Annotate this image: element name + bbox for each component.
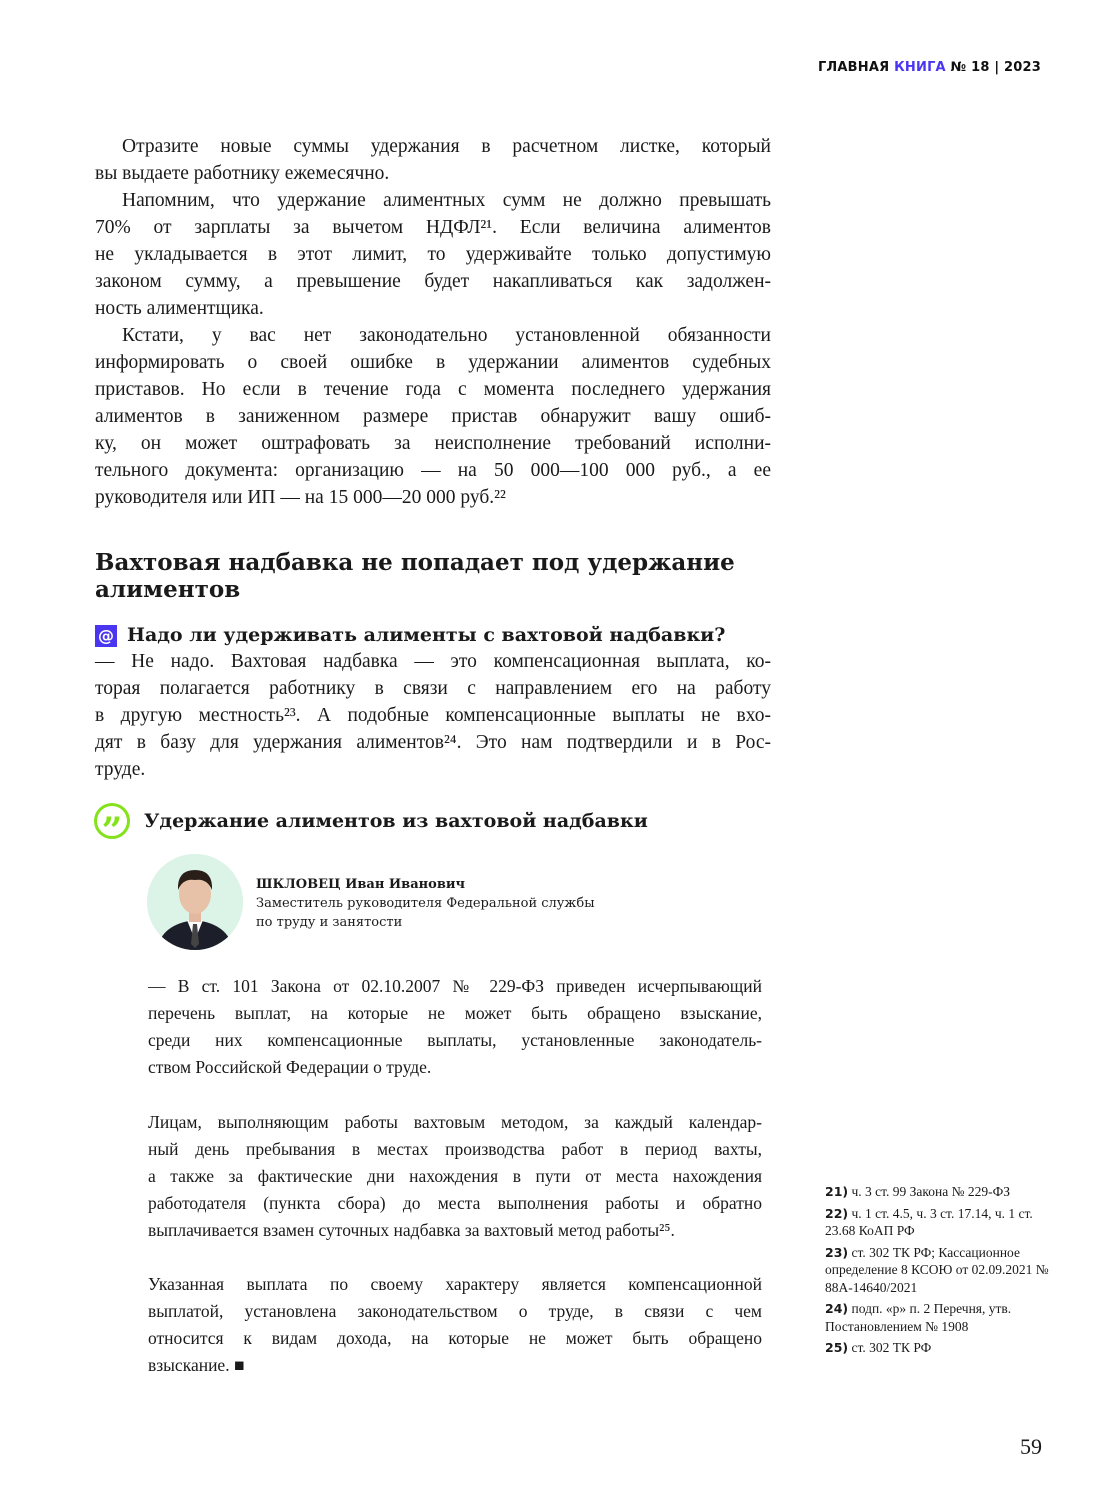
question [95,622,725,649]
footnote-number: 22) [825,1205,849,1221]
text-line: приставов. Но если в течение года с момента последнего удержания [95,379,771,400]
text-line: Кстати, у вас нет законодательно установленной обязанности [122,325,771,346]
text-line: алиментов в заниженном размере пристав обнаружит вашу ошиб- [95,406,771,427]
footnote [825,1300,1050,1335]
text-line: в другую местность²³. А подобные компенсационные выплаты не вхо- [95,705,771,726]
text-line: работодателя (пункта сбора) до места выполнения работы и обратно [148,1193,762,1213]
quote-header [94,803,648,852]
masthead [818,60,1041,75]
footnote-text: ст. 302 ТК РФ [851,1340,932,1355]
text-line: среди них компенсационные выплаты, установленные законодатель- [148,1030,762,1050]
brand-name-accent: КНИГА [894,60,946,75]
text-line: ный день пребывания в местах производства работ в период вахты, [148,1139,762,1159]
section-heading: Вахтовая надбавка не попадает под удержание алиментов [95,549,735,603]
text-line: не укладывается в этот лимит, то удерживайте только допустимую [95,244,771,265]
footnote-text: ст. 302 ТК РФ; Кассационное определение 8 КСОЮ от 02.09.2021 № 88А-14640/2021 [825,1244,1049,1295]
text-line: ность алиментщика. [95,298,264,319]
footnote-number: 24) [825,1301,849,1316]
footnote-number: 23) [825,1244,849,1260]
text-line: Лицам, выполняющим работы вахтовым методом, за каждый календар- [148,1112,762,1132]
text-line: относится к видам дохода, на которые не может быть обращено [148,1328,762,1348]
text-line: законом сумму, а превышение будет накапливаться как задолжен- [95,271,771,292]
quote-marks-icon: ” [94,803,130,839]
text-line: а также за фактические дни нахождения в пути от места нахождения [148,1166,762,1186]
brand-name: ГЛАВНАЯ [817,60,890,75]
text-line: — В ст. 101 Закона от 02.10.2007 № 229-ФЗ приведен исчерпывающий [148,976,762,996]
text-line: труде. [95,759,146,780]
text-line: Указанная выплата по своему характеру является компенсационной [148,1274,762,1294]
text-line: торая полагается работнику в связи с направлением его на работу [95,678,771,699]
text-line: руководителя или ИП — на 15 000—20 000 руб.²² [95,487,506,508]
text-line: тельного документа: организацию — на 50 000—100 000 руб., а ее [95,460,771,481]
footnote [825,1339,1050,1357]
text-line: выплачивается взамен суточных надбавка за вахтовый метод работы²⁵. [148,1220,675,1240]
footnote-number: 21) [825,1184,849,1199]
footnote [825,1244,1050,1297]
text-line: ством Российской Федерации о труде. [148,1057,432,1077]
answer-text [95,648,771,783]
at-icon: @ [95,625,117,647]
text-line: Отразите новые суммы удержания в расчетном листке, который [122,136,771,157]
text-line: ку, он может оштрафовать за неисполнение требований исполни- [95,433,771,454]
text-line: вы выдаете работнику ежемесячно. [95,163,390,184]
page-number: 59 [1020,1434,1042,1459]
expert-position: по труду и занятости [256,915,403,930]
expert-photo [147,854,243,950]
text-line: 70% от зарплаты за вычетом НДФЛ²¹. Если величина алиментов [95,217,771,238]
text-line: дят в базу для удержания алиментов²⁴. Это нам подтвердили и в Рос- [95,732,771,753]
quote-paragraph [148,973,762,1081]
footnote [825,1205,1050,1240]
footnote-number: 25) [825,1340,849,1355]
quote-title: Удержание алиментов из вахтовой надбавки [144,810,648,832]
footnote-text: ч. 3 ст. 99 Закона № 229-ФЗ [851,1184,1011,1199]
body-text [95,133,771,511]
quote-paragraph [148,1271,762,1379]
text-line: взыскание. ■ [148,1355,245,1375]
footnote-text: подп. «р» п. 2 Перечня, утв. Постановлением № 1908 [825,1301,1012,1334]
expert-info [256,875,595,932]
question-text: Надо ли удерживать алименты с вахтовой надбавки? [127,624,726,646]
expert-name: ШКЛОВЕЦ Иван Иванович [256,877,466,892]
expert-position: Заместитель руководителя Федеральной службы [256,896,595,911]
text-line: Напомним, что удержание алиментных сумм не должно превышать [122,190,771,211]
footnotes [825,1183,1050,1361]
footnote-text: ч. 1 ст. 4.5, ч. 3 ст. 17.14, ч. 1 ст. 23.68 КоАП РФ [825,1205,1033,1238]
text-line: — Не надо. Вахтовая надбавка — это компенсационная выплата, ко- [95,651,771,672]
text-line: выплатой, установлена законодательством о труде, в связи с чем [148,1301,762,1321]
text-line: информировать о своей ошибке в удержании алиментов судебных [95,352,771,373]
text-line: перечень выплат, на которые не может быть обращено взыскание, [148,1003,762,1023]
footnote [825,1183,1050,1201]
issue-number: № 18 | 2023 [950,60,1041,75]
quote-paragraph [148,1109,762,1244]
